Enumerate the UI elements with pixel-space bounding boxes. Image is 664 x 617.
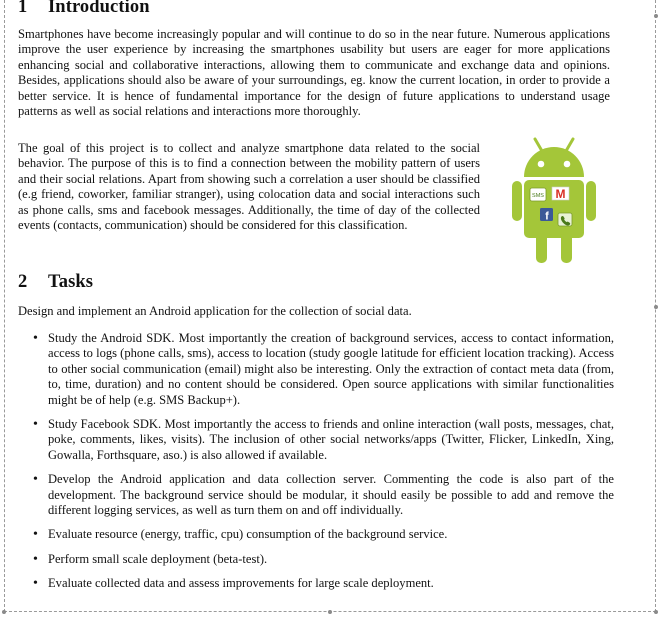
facebook-label: f (545, 210, 549, 223)
resize-handle-bottom-right[interactable] (654, 610, 658, 614)
section-number: 2 (18, 272, 28, 292)
list-item: • Study the Android SDK. Most importantly the creation of background services, access to contact information, access to logs (phone calls, sms), access to location (study google latitude for efficient location tracking). Access to other social communication (email) might also be interesting. Only the extraction of contact meta data (from, to, time, duration) and no content should be considered. Open source applications with similar functionalities might be of help (e.g. SMS Backup+). (18, 331, 614, 408)
list-item: • Evaluate collected data and assess improvements for large scale deployment. (18, 576, 614, 591)
list-item: • Study Facebook SDK. Most importantly the access to friends and online interaction (wall posts, messages, chat, poke, comments, likes, visits). The inclusion of other social networks/apps (Twitter, Flicker, LinkedIn, Xing, Gowalla, Forthsquare, aso.) is also allowed if available. (18, 417, 614, 463)
sms-label: SMS (532, 193, 544, 199)
list-item: • Evaluate resource (energy, traffic, cpu) consumption of the background service. (18, 527, 614, 542)
section-heading-tasks (18, 272, 93, 293)
gmail-icon (552, 187, 569, 201)
resize-handle-right-middle[interactable] (654, 305, 658, 309)
section-number: 1 (18, 0, 28, 17)
list-item: • Develop the Android application and data collection server. Commenting the code is also part of the development. The background service should be modular, it should easily be possible to add and remove the different logging services, as well as turn them on and off individually. (18, 472, 614, 518)
intro-paragraph-1: Smartphones have become increasingly popular and will continue to do so in the near future. Numerous applications improve the user experience by increasing the smartphones usability but users are eager for more applications enhancing social and collaborative interactions, allowing them to communicate and exchange data and opinions. Besides, applications should also be aware of your surroundings, eg. know the current location, in order to provide a better service. It is hence of fundamental importance for the design of future applications to understand usage patterns as well as social relations and interactions more thoroughly. (18, 27, 610, 119)
intro-paragraph-2: The goal of this project is to collect and analyze smartphone data related to the social behavior. The purpose of this is to find a connection between the mobility pattern of users and their social relations. Apart from showing such a correlation a user should be classified (e.g friend, coworker, familiar stranger), using colocation data and social interactions such as phone calls, sms and facebook messages. Additionally, the time of day of the collected events (contacts, communication) should be considered for this classification. (18, 141, 480, 233)
resize-handle-bottom-left[interactable] (2, 610, 6, 614)
sms-icon (530, 188, 546, 201)
gmail-label: M (555, 187, 566, 201)
phone-icon (558, 213, 572, 226)
resize-handle-right-top[interactable] (654, 14, 658, 18)
facebook-icon (540, 208, 553, 223)
task-list (18, 331, 614, 592)
android-robot-icon (498, 133, 610, 273)
section-heading-introduction (18, 0, 150, 18)
tasks-intro-paragraph: Design and implement an Android application for the collection of social data. (18, 304, 412, 318)
section-title: Introduction (48, 0, 150, 17)
resize-handle-bottom-middle[interactable] (328, 610, 332, 614)
list-item: • Perform small scale deployment (beta-test). (18, 552, 614, 567)
section-title: Tasks (48, 272, 94, 292)
